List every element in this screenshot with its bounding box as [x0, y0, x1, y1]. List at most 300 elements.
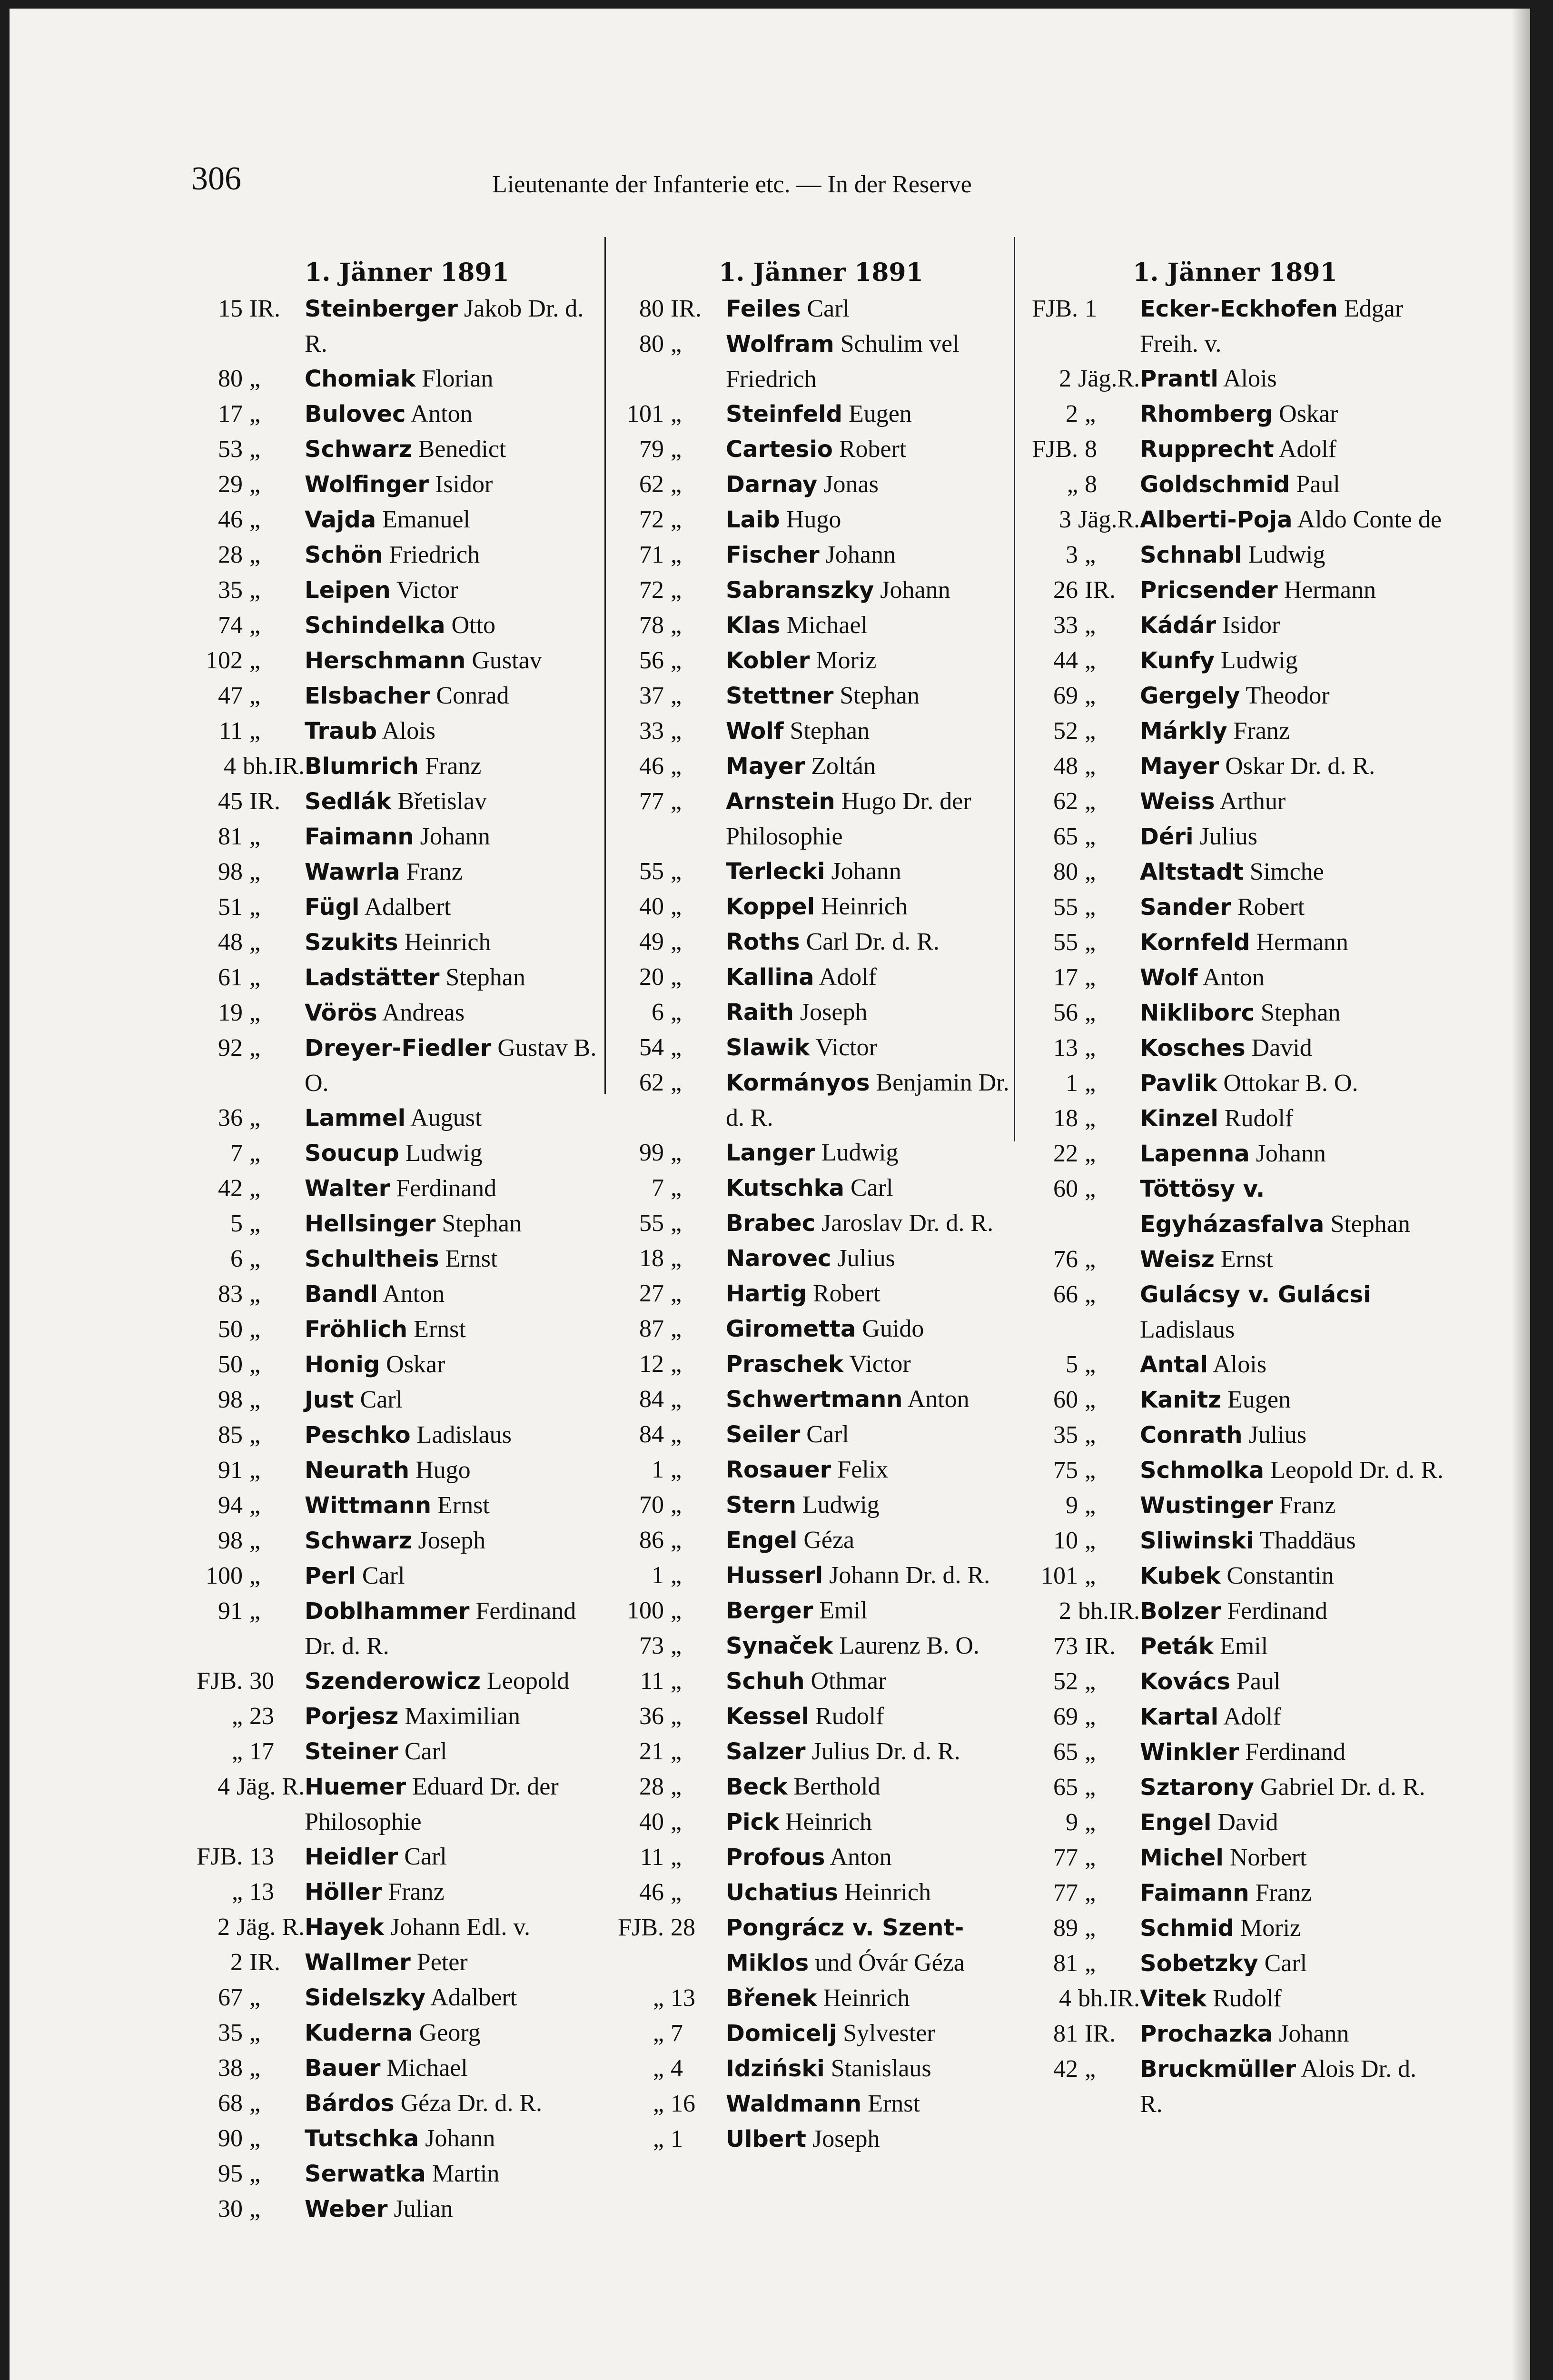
regiment-type: „ [1085, 788, 1096, 815]
officer-name [1140, 1875, 1444, 1911]
surname: Just [305, 1387, 354, 1413]
regiment-number: 55 [639, 858, 664, 885]
regiment-type: „ [249, 1280, 261, 1308]
regiment-ref [1026, 537, 1140, 573]
officer-name [305, 643, 609, 678]
regiment-ref [1026, 1066, 1140, 1101]
given-name: Anton [1202, 964, 1265, 991]
regiment-number: 65 [1053, 1774, 1078, 1801]
officer-name [305, 467, 609, 502]
regiment-type: „ [1085, 1386, 1096, 1413]
regiment-type: „ [249, 576, 261, 604]
regiment-ref [612, 749, 726, 784]
regiment-ref [1026, 1981, 1140, 2016]
regiment-type: „ [671, 471, 682, 498]
surname: Perl [305, 1563, 356, 1589]
surname: Schwarz [305, 436, 412, 463]
officer-name [305, 1874, 609, 1910]
surname: Girometta [726, 1316, 856, 1342]
officer-name [726, 432, 1030, 467]
regiment-number: 17 [1053, 964, 1078, 991]
regiment-type: IR. [1085, 576, 1116, 604]
given-name: Alois Dr. d. R. [1140, 2055, 1416, 2118]
regiment-number: 62 [1053, 788, 1078, 815]
officer-name [1140, 467, 1444, 502]
regiment-number: 71 [639, 541, 664, 568]
given-name: Heinrich [821, 893, 908, 920]
regiment-number: 11 [640, 1844, 664, 1871]
list-entry [1026, 1031, 1444, 1066]
list-entry [612, 1699, 1030, 1734]
regiment-number: 52 [1053, 1668, 1078, 1695]
surname: Kutschka [726, 1175, 844, 1201]
surname: Dreyer-Fiedler [305, 1035, 492, 1061]
regiment-type: „ [249, 1104, 261, 1131]
regiment-number: FJB. [1032, 436, 1078, 463]
surname: Kinzel [1140, 1105, 1218, 1132]
regiment-ref [1026, 1488, 1140, 1523]
regiment-ref [612, 502, 726, 537]
officer-name [1140, 1488, 1444, 1523]
given-name: Othmar [811, 1667, 887, 1695]
list-entry [190, 925, 609, 960]
regiment-ref [612, 1241, 726, 1276]
surname: Kádár [1140, 612, 1217, 639]
given-name: Alois [1223, 365, 1277, 392]
officer-name [1140, 819, 1444, 854]
officer-name [726, 1875, 1030, 1910]
regiment-type: „ [671, 1069, 682, 1096]
list-entry [190, 1453, 609, 1488]
surname: Töttösy v. Egyházasfalva [1140, 1176, 1325, 1238]
officer-name [305, 890, 609, 925]
officer-name [305, 1418, 609, 1453]
surname: Engel [1140, 1809, 1212, 1836]
regiment-ref [1026, 1594, 1140, 1629]
column-title: 1. Jänner 1891 [719, 258, 923, 287]
regiment-number: 35 [1053, 1421, 1078, 1448]
regiment-ref [612, 2122, 726, 2157]
officer-name [305, 2121, 609, 2156]
list-entry [190, 432, 609, 467]
surname: Berger [726, 1597, 813, 1624]
regiment-number: 18 [639, 1245, 664, 1272]
given-name: Gustav [472, 647, 542, 674]
list-entry [1026, 890, 1444, 925]
list-entry [1026, 1840, 1444, 1875]
officer-name [305, 995, 609, 1031]
regiment-type: IR. [1085, 2020, 1116, 2047]
regiment-number: 86 [639, 1527, 664, 1554]
regiment-number: 92 [218, 1034, 243, 1061]
officer-name [726, 924, 1030, 960]
regiment-ref [1026, 714, 1140, 749]
regiment-ref [190, 1523, 305, 1558]
regiment-type: „ [1085, 1809, 1096, 1836]
officer-name [726, 889, 1030, 924]
officer-name [726, 2122, 1030, 2157]
regiment-ref [612, 608, 726, 643]
regiment-type: „ [671, 541, 682, 568]
regiment-type: „ [671, 400, 682, 427]
surname: Gergely [1140, 683, 1240, 709]
surname: Antal [1140, 1351, 1208, 1378]
given-name: Conrad [436, 682, 509, 709]
regiment-ref [1026, 1735, 1140, 1770]
officer-name [1140, 1981, 1444, 2016]
list-entry [612, 678, 1030, 714]
regiment-type: „ [671, 1034, 682, 1061]
regiment-type: „ [1085, 541, 1096, 568]
regiment-type: „ [1085, 1351, 1096, 1378]
given-name: Franz [1279, 1492, 1336, 1519]
list-entry [612, 1382, 1030, 1417]
regiment-type: „ [671, 1280, 682, 1307]
regiment-number: 53 [218, 436, 243, 463]
given-name: Isidor [435, 471, 493, 498]
regiment-number: 50 [218, 1351, 243, 1378]
officer-name [305, 819, 609, 854]
regiment-type: „ [1085, 682, 1096, 709]
regiment-ref [1026, 643, 1140, 678]
regiment-number: 56 [1053, 999, 1078, 1026]
officer-name [726, 2016, 1030, 2051]
regiment-ref [612, 1664, 726, 1699]
officer-name [1140, 1242, 1444, 1277]
given-name: Gustav B. O. [305, 1034, 597, 1097]
regiment-number: 98 [218, 858, 243, 885]
regiment-number: 15 [218, 295, 243, 322]
list-entry [190, 1558, 609, 1594]
regiment-number: 79 [639, 436, 664, 463]
regiment-type: „ [249, 893, 261, 921]
regiment-ref [612, 432, 726, 467]
regiment-number: FJB. [197, 1843, 243, 1870]
regiment-ref [1026, 2016, 1140, 2052]
regiment-type: „ [249, 964, 261, 991]
list-entry [612, 960, 1030, 995]
list-entry [1026, 1382, 1444, 1418]
given-name: Franz [1255, 1879, 1312, 1906]
regiment-number: 78 [639, 612, 664, 639]
list-entry [190, 1664, 609, 1699]
regiment-ref [190, 1206, 305, 1241]
surname: Kanitz [1140, 1387, 1222, 1413]
given-name: Alois [382, 717, 435, 744]
regiment-number: 40 [639, 1808, 664, 1835]
list-entry [1026, 1770, 1444, 1805]
given-name: Constantin [1227, 1562, 1334, 1589]
officer-name [1140, 714, 1444, 749]
list-entry [1026, 573, 1444, 608]
regiment-number: „ [231, 1878, 243, 1905]
list-entry [612, 1805, 1030, 1840]
list-entry [612, 889, 1030, 924]
regiment-number: „ [1067, 471, 1078, 498]
surname: Kornfeld [1140, 929, 1250, 956]
surname: Neurath [305, 1457, 410, 1484]
surname: Traub [305, 718, 377, 744]
officer-name [1140, 608, 1444, 643]
regiment-type: „ [249, 436, 261, 463]
book-page [10, 9, 1530, 2380]
list-entry [190, 1769, 609, 1839]
regiment-ref [1026, 573, 1140, 608]
surname: Schwarz [305, 1527, 412, 1554]
list-entry [190, 573, 609, 608]
regiment-number: 33 [1053, 612, 1078, 639]
list-entry [1026, 1347, 1444, 1382]
list-entry [1026, 502, 1444, 537]
regiment-number: 9 [1066, 1809, 1078, 1836]
officer-name [1140, 1031, 1444, 1066]
officer-name [726, 573, 1030, 608]
regiment-number: 52 [1053, 717, 1078, 744]
officer-name [305, 1910, 609, 1945]
surname: Kosches [1140, 1035, 1246, 1061]
surname: Wallmer [305, 1949, 411, 1976]
list-entry [1026, 925, 1444, 960]
surname: Pick [726, 1809, 780, 1835]
given-name: Anton [907, 1386, 969, 1413]
officer-name [305, 1347, 609, 1382]
given-name: Jaroslav Dr. d. R. [821, 1210, 994, 1237]
regiment-ref [612, 1382, 726, 1417]
list-entry [1026, 1171, 1444, 1242]
regiment-number: 91 [218, 1597, 243, 1625]
given-name: Stephan [1330, 1210, 1410, 1238]
surname: Profous [726, 1844, 825, 1871]
surname: Walter [305, 1175, 390, 1202]
officer-name [1140, 1735, 1444, 1770]
officer-name [1140, 1594, 1444, 1629]
officer-name [1140, 1418, 1444, 1453]
surname: Huemer [305, 1774, 406, 1800]
regiment-ref [190, 2051, 305, 2086]
regiment-number: 99 [639, 1139, 664, 1166]
list-entry [190, 537, 609, 573]
given-name: Norbert [1229, 1844, 1307, 1871]
regiment-number: 80 [639, 295, 664, 322]
regiment-number: 44 [1053, 647, 1078, 674]
given-name: Georg [419, 2019, 481, 2046]
regiment-number: 38 [218, 2054, 243, 2082]
surname: Slawik [726, 1034, 810, 1061]
regiment-ref [612, 854, 726, 889]
regiment-type: „ [671, 1879, 682, 1906]
surname: Prantl [1140, 366, 1218, 392]
officer-name [1140, 2052, 1444, 2122]
list-entry [612, 1628, 1030, 1664]
regiment-number: 95 [218, 2160, 243, 2187]
surname: Winkler [1140, 1739, 1239, 1765]
regiment-number: 20 [639, 963, 664, 991]
regiment-type: „ [671, 1703, 682, 1730]
given-name: Leopold Dr. d. R. [1270, 1457, 1444, 1484]
given-name: Alois [1213, 1351, 1266, 1378]
regiment-type: „ [671, 1315, 682, 1342]
regiment-type: „ [671, 682, 682, 709]
regiment-type: „ [249, 1597, 261, 1625]
list-entry [1026, 1242, 1444, 1277]
regiment-ref [612, 678, 726, 714]
regiment-number: 100 [206, 1562, 243, 1589]
regiment-ref [612, 1347, 726, 1382]
officer-name [726, 1030, 1030, 1065]
given-name: Franz [388, 1878, 445, 1905]
column-1 [190, 256, 609, 2227]
regiment-number: 101 [1041, 1562, 1078, 1589]
regiment-number: 37 [639, 682, 664, 709]
regiment-ref [612, 960, 726, 995]
officer-name [305, 1734, 609, 1769]
regiment-type: „ [1085, 1246, 1096, 1273]
given-name: Stephan [442, 1210, 522, 1237]
regiment-number: 77 [639, 788, 664, 815]
list-entry [190, 2156, 609, 2192]
regiment-number: 29 [218, 471, 243, 498]
list-entry [190, 2051, 609, 2086]
officer-name [305, 608, 609, 643]
given-name: Adolf [1223, 1703, 1281, 1730]
officer-name [1140, 1101, 1444, 1136]
given-name: Rudolf [1213, 1985, 1282, 2012]
given-name: Victor [815, 1034, 877, 1061]
given-name: Leopold [486, 1667, 570, 1695]
regiment-type: „ [249, 999, 261, 1026]
given-name: Andreas [382, 999, 465, 1026]
regiment-type: „ [671, 753, 682, 780]
surname: Wittmann [305, 1492, 432, 1519]
regiment-ref [1026, 361, 1140, 397]
officer-name [305, 749, 609, 784]
given-name: Anton [830, 1844, 892, 1871]
surname: Wustinger [1140, 1492, 1273, 1519]
surname: Blumrich [305, 753, 419, 780]
officer-name [305, 2192, 609, 2227]
given-name: Emil [819, 1597, 868, 1624]
surname: Kallina [726, 964, 814, 991]
regiment-type: „ [249, 2160, 261, 2187]
list-entry [612, 2086, 1030, 2122]
regiment-type: „ [1085, 1914, 1096, 1942]
regiment-type: „ [1085, 1703, 1096, 1730]
officer-name [305, 1769, 609, 1839]
officer-name [305, 925, 609, 960]
officer-name [1140, 537, 1444, 573]
regiment-number: 91 [218, 1457, 243, 1484]
surname: Synaček [726, 1633, 833, 1659]
given-name: Simche [1249, 858, 1324, 885]
regiment-number: 55 [1053, 929, 1078, 956]
regiment-type: „ [1085, 823, 1096, 850]
officer-name [305, 784, 609, 819]
surname: Peschko [305, 1422, 411, 1448]
regiment-type: „ [1085, 1774, 1096, 1801]
regiment-ref [190, 1594, 305, 1664]
given-name: Paul [1236, 1668, 1281, 1695]
list-entry [190, 608, 609, 643]
officer-name [305, 960, 609, 995]
regiment-number: 98 [218, 1527, 243, 1554]
surname: Weber [305, 2196, 388, 2222]
officer-name [305, 1558, 609, 1594]
regiment-number: 94 [218, 1492, 243, 1519]
regiment-number: 90 [218, 2125, 243, 2152]
given-name: Robert [839, 436, 907, 463]
regiment-ref [612, 1065, 726, 1135]
surname: Serwatka [305, 2161, 426, 2187]
regiment-ref [190, 1699, 305, 1734]
officer-name [726, 1734, 1030, 1769]
officer-name [305, 1136, 609, 1171]
given-name: Julius [1248, 1421, 1306, 1448]
regiment-number: 26 [1053, 576, 1078, 604]
list-entry [1026, 1523, 1444, 1558]
regiment-type: „ [1085, 1105, 1096, 1132]
surname: Herschmann [305, 647, 466, 674]
list-entry [190, 1910, 609, 1945]
given-name: Joseph [418, 1527, 486, 1554]
regiment-number: „ [653, 2090, 664, 2117]
regiment-number: 36 [639, 1703, 664, 1730]
regiment-number: 48 [218, 929, 243, 956]
list-entry [612, 1910, 1030, 1981]
regiment-ref [190, 467, 305, 502]
given-name: Heinrich [823, 1984, 910, 2012]
surname: Narovec [726, 1245, 831, 1272]
list-entry [612, 749, 1030, 784]
regiment-ref [1026, 1136, 1140, 1171]
regiment-type: „ [1085, 1457, 1096, 1484]
regiment-ref [612, 1558, 726, 1593]
regiment-type: „ [1085, 858, 1096, 885]
list-entry [1026, 1805, 1444, 1840]
regiment-type: „ [249, 858, 261, 885]
regiment-ref [190, 960, 305, 995]
officer-name [305, 1594, 609, 1664]
regiment-type: „ [249, 682, 261, 709]
given-name: Isidor [1222, 612, 1280, 639]
officer-name [1140, 432, 1444, 467]
list-entry [612, 1875, 1030, 1910]
list-entry [190, 1418, 609, 1453]
officer-name [305, 1839, 609, 1874]
regiment-ref [190, 397, 305, 432]
list-entry [190, 1136, 609, 1171]
regiment-number: 77 [1053, 1879, 1078, 1906]
regiment-type: 1 [1085, 295, 1097, 322]
surname: Klas [726, 612, 781, 639]
regiment-number: 76 [1053, 1246, 1078, 1273]
list-entry [612, 1593, 1030, 1628]
regiment-type: IR. [671, 295, 702, 322]
surname: Nikliborc [1140, 1000, 1255, 1026]
regiment-ref [612, 1523, 726, 1558]
regiment-number: 66 [1053, 1281, 1078, 1308]
regiment-number: 6 [230, 1245, 243, 1272]
surname: Rhomberg [1140, 401, 1273, 427]
regiment-ref [190, 1839, 305, 1874]
regiment-type: „ [249, 647, 261, 674]
surname: Pongrácz v. Szent-Miklos [726, 1914, 964, 1976]
given-name: Ludwig [1220, 647, 1298, 674]
officer-name [726, 2086, 1030, 2122]
regiment-type: „ [249, 1140, 261, 1167]
regiment-number: 1 [1066, 1070, 1078, 1097]
regiment-number: 4 [224, 753, 236, 780]
given-name: Carl Dr. d. R. [806, 928, 940, 955]
